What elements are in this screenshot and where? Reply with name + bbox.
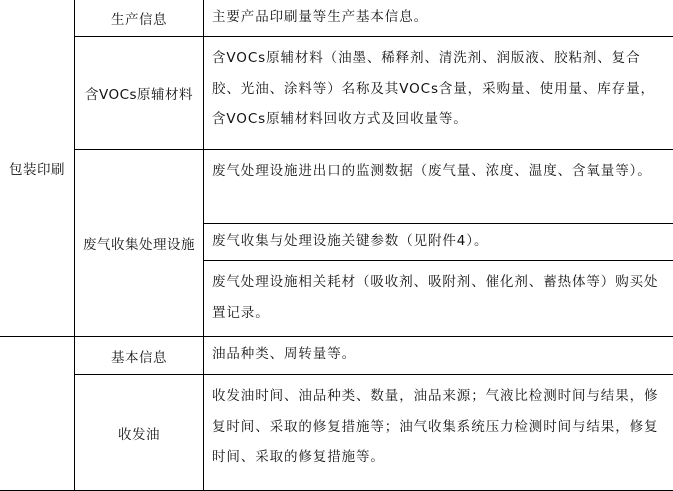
item-label: 含VOCs原辅材料: [84, 87, 194, 103]
item-cell-voc-materials: [74, 36, 204, 150]
content-cell-monitoring-data: [203, 149, 673, 224]
item-cell-basic-info: [74, 336, 204, 375]
item-cell-production-info: [74, 0, 204, 37]
item-cell-exhaust-facilities: [74, 149, 204, 337]
item-label: 生产信息: [111, 12, 167, 28]
item-label: 基本信息: [111, 349, 167, 366]
category-label: 包装印刷: [9, 162, 65, 178]
item-label: 收发油: [118, 426, 160, 443]
content-text: 废气处理设施相关耗材（吸收剂、吸附剂、催化剂、蓄热体等）购买处置记录。: [212, 274, 659, 321]
content-cell-oil-transfer: [203, 374, 673, 491]
content-text: 废气处理设施进出口的监测数据（废气量、浓度、温度、含氧量等）。: [212, 163, 652, 179]
content-cell-voc-materials: [203, 36, 673, 150]
content-cell-production-info: [203, 0, 673, 37]
content-text: 主要产品印刷量等生产基本信息。: [212, 9, 428, 25]
content-text: 废气收集与处理设施关键参数（见附件4）。: [212, 233, 489, 249]
content-cell-key-parameters: [203, 223, 673, 261]
content-cell-consumables: [203, 260, 673, 337]
content-text: 含VOCs原辅材料（油墨、稀释剂、清洗剂、润版液、胶粘剂、复合胶、光油、涂料等）名称及其VOCs含量，采购量、使用量、库存量，含VOCs原辅材料回收方式及回收量等。: [212, 50, 655, 127]
category-cell-oil: [0, 336, 75, 491]
content-text: 收发油时间、油品种类、数量，油品来源；气液比检测时间与结果，修复时间、采取的修复措施等；油气收集系统压力检测时间与结果，修复时间、采取的修复措施等。: [212, 388, 659, 465]
content-text: 油品种类、周转量等。: [212, 346, 356, 362]
category-cell-printing: [0, 0, 75, 337]
item-label: 废气收集处理设施: [83, 237, 195, 253]
item-cell-oil-transfer: [74, 374, 204, 491]
content-cell-oil-basic-info: [203, 336, 673, 375]
